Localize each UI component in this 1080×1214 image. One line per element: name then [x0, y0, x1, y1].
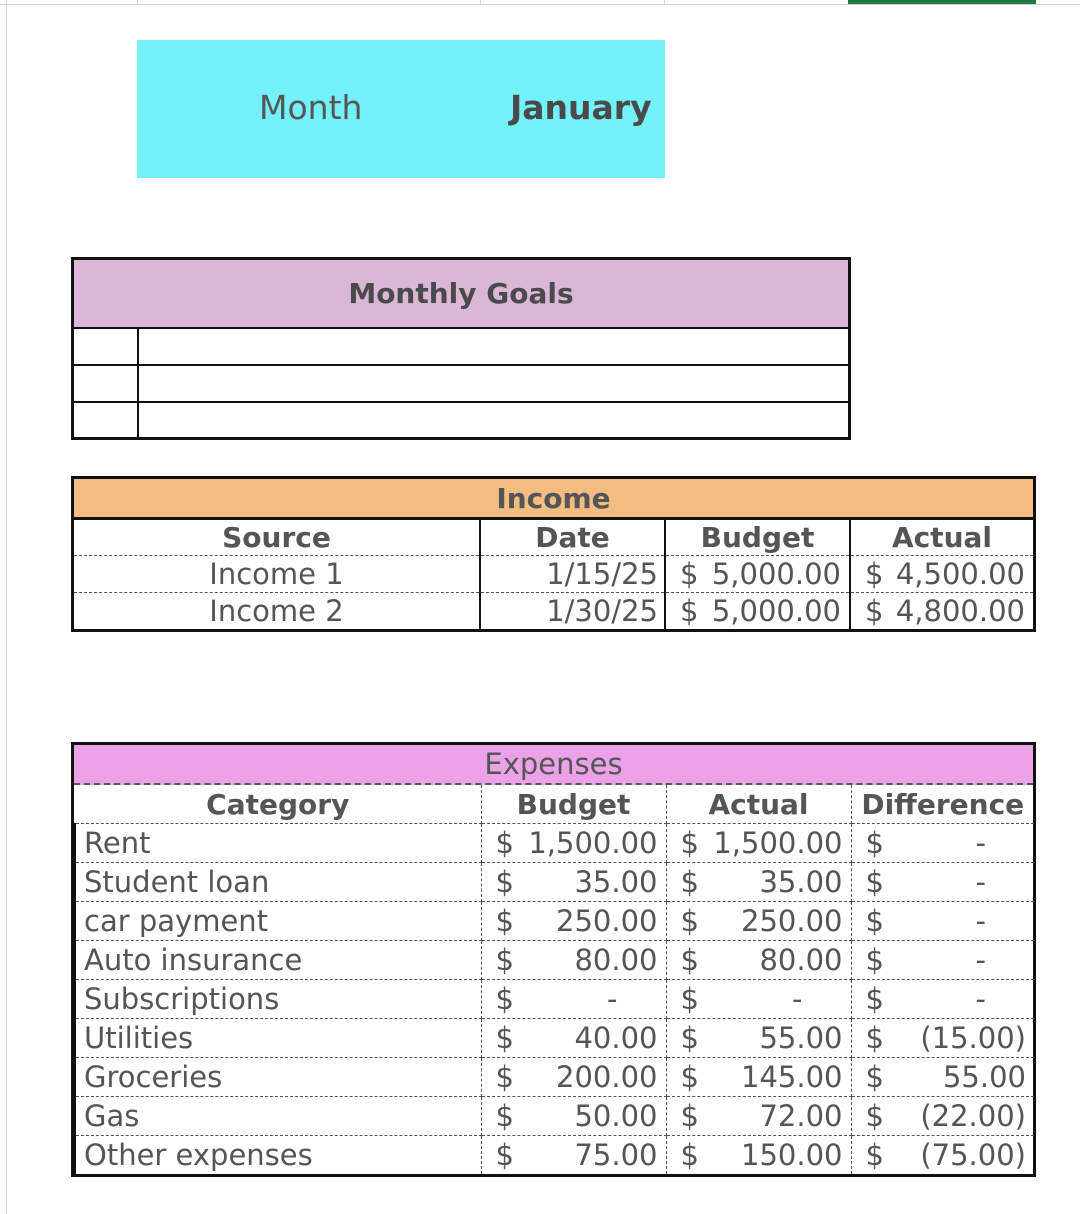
- table-row: [75, 1058, 1034, 1097]
- currency-symbol: $: [680, 826, 699, 860]
- amount: 250.00: [556, 904, 658, 938]
- month-label: Month: [259, 88, 363, 127]
- income-budget-cell[interactable]: [665, 556, 850, 593]
- table-row: [75, 941, 1034, 980]
- expense-actual-cell[interactable]: [666, 1019, 851, 1058]
- expense-actual-cell[interactable]: [666, 941, 851, 980]
- expense-difference-cell[interactable]: [851, 902, 1034, 941]
- expense-actual-cell[interactable]: [666, 980, 851, 1019]
- expenses-col-category: Category: [75, 785, 481, 824]
- amount: -: [975, 865, 986, 899]
- expense-category-cell[interactable]: Subscriptions: [75, 980, 481, 1019]
- amount: 250.00: [741, 904, 843, 938]
- goal-row[interactable]: [74, 366, 848, 403]
- currency-symbol: $: [680, 982, 699, 1016]
- currency-symbol: $: [865, 826, 884, 860]
- expenses-col-budget: Budget: [481, 785, 666, 824]
- amount: 55.00: [759, 1021, 843, 1055]
- amount: -: [792, 982, 803, 1016]
- expense-difference-cell[interactable]: [851, 1019, 1034, 1058]
- amount: -: [975, 982, 986, 1016]
- amount: 5,000.00: [711, 594, 841, 628]
- monthly-goals-table: [71, 257, 851, 440]
- goal-row[interactable]: [74, 329, 848, 366]
- income-actual-cell[interactable]: [850, 556, 1033, 593]
- income-actual-cell[interactable]: [850, 593, 1033, 630]
- expense-budget-cell[interactable]: [481, 1097, 666, 1136]
- expense-difference-cell[interactable]: [851, 941, 1034, 980]
- currency-symbol: $: [680, 1099, 699, 1133]
- expenses-title: Expenses: [74, 745, 1033, 785]
- monthly-goals-title: Monthly Goals: [74, 260, 848, 329]
- amount: 75.00: [574, 1138, 658, 1172]
- amount: 35.00: [759, 865, 843, 899]
- table-row: [75, 863, 1034, 902]
- expense-budget-cell[interactable]: [481, 1136, 666, 1175]
- income-source-cell[interactable]: Income 2: [74, 593, 480, 630]
- currency-symbol: $: [495, 1021, 514, 1055]
- expense-difference-cell[interactable]: [851, 980, 1034, 1019]
- currency-symbol: $: [865, 943, 884, 977]
- expenses-header-row: [75, 785, 1034, 824]
- expense-actual-cell[interactable]: [666, 902, 851, 941]
- amount: -: [607, 982, 618, 1016]
- income-title: Income: [74, 479, 1033, 520]
- expense-budget-cell[interactable]: [481, 941, 666, 980]
- currency-symbol: $: [495, 826, 514, 860]
- expense-category-cell[interactable]: Groceries: [75, 1058, 481, 1097]
- amount: 80.00: [574, 943, 658, 977]
- income-budget-cell[interactable]: [665, 593, 850, 630]
- amount: -: [975, 904, 986, 938]
- currency-symbol: $: [680, 594, 699, 628]
- currency-symbol: $: [865, 557, 884, 591]
- table-row: [75, 902, 1034, 941]
- income-table: [71, 476, 1036, 632]
- goal-number-cell[interactable]: [74, 403, 139, 438]
- amount: 35.00: [574, 865, 658, 899]
- income-date-cell[interactable]: 1/15/25: [480, 556, 665, 593]
- goal-number-cell[interactable]: [74, 329, 139, 364]
- expense-budget-cell[interactable]: [481, 902, 666, 941]
- amount: 5,000.00: [711, 557, 841, 591]
- amount: 4,500.00: [895, 557, 1025, 591]
- currency-symbol: $: [680, 1060, 699, 1094]
- expense-actual-cell[interactable]: [666, 824, 851, 863]
- income-date-cell[interactable]: 1/30/25: [480, 593, 665, 630]
- currency-symbol: $: [495, 1060, 514, 1094]
- expenses-col-actual: Actual: [666, 785, 851, 824]
- amount: 150.00: [741, 1138, 843, 1172]
- currency-symbol: $: [865, 1138, 884, 1172]
- currency-symbol: $: [495, 943, 514, 977]
- column-divider: [480, 0, 481, 4]
- currency-symbol: $: [495, 865, 514, 899]
- income-col-date: Date: [480, 520, 665, 556]
- expenses-col-difference: Difference: [851, 785, 1034, 824]
- table-row: [75, 980, 1034, 1019]
- goal-number-cell[interactable]: [74, 366, 139, 401]
- expense-budget-cell[interactable]: [481, 980, 666, 1019]
- expense-category-cell[interactable]: car payment: [75, 902, 481, 941]
- amount: (15.00): [920, 1021, 1026, 1055]
- expense-actual-cell[interactable]: [666, 1058, 851, 1097]
- amount: 55.00: [942, 1060, 1026, 1094]
- expense-difference-cell[interactable]: [851, 1097, 1034, 1136]
- amount: -: [975, 943, 986, 977]
- amount: (75.00): [920, 1138, 1026, 1172]
- currency-symbol: $: [865, 594, 884, 628]
- expense-budget-cell[interactable]: [481, 863, 666, 902]
- expense-category-cell[interactable]: Utilities: [75, 1019, 481, 1058]
- expense-category-cell[interactable]: Student loan: [75, 863, 481, 902]
- currency-symbol: $: [680, 904, 699, 938]
- currency-symbol: $: [680, 865, 699, 899]
- amount: -: [975, 826, 986, 860]
- expense-category-cell[interactable]: Rent: [75, 824, 481, 863]
- amount: 200.00: [556, 1060, 658, 1094]
- income-col-budget: Budget: [665, 520, 850, 556]
- currency-symbol: $: [495, 1099, 514, 1133]
- amount: 40.00: [574, 1021, 658, 1055]
- currency-symbol: $: [680, 557, 699, 591]
- column-divider: [664, 0, 665, 4]
- expense-category-cell[interactable]: Other expenses: [75, 1136, 481, 1175]
- table-row: [75, 1136, 1034, 1175]
- income-source-cell[interactable]: Income 1: [74, 556, 480, 593]
- income-col-source: Source: [74, 520, 480, 556]
- table-row: [75, 1097, 1034, 1136]
- currency-symbol: $: [865, 904, 884, 938]
- month-box: [137, 40, 665, 178]
- expenses-table: [71, 742, 1036, 1177]
- currency-symbol: $: [680, 1021, 699, 1055]
- expense-difference-cell[interactable]: [851, 863, 1034, 902]
- expense-budget-cell[interactable]: [481, 824, 666, 863]
- currency-symbol: $: [865, 1060, 884, 1094]
- expense-difference-cell[interactable]: [851, 1058, 1034, 1097]
- expense-actual-cell[interactable]: [666, 1136, 851, 1175]
- currency-symbol: $: [680, 943, 699, 977]
- currency-symbol: $: [495, 904, 514, 938]
- goal-row[interactable]: [74, 403, 848, 438]
- currency-symbol: $: [865, 1021, 884, 1055]
- amount: 1,500.00: [713, 826, 843, 860]
- expense-category-cell[interactable]: Gas: [75, 1097, 481, 1136]
- table-row: [74, 593, 1033, 630]
- currency-symbol: $: [865, 865, 884, 899]
- currency-symbol: $: [865, 1099, 884, 1133]
- column-divider: [137, 0, 138, 4]
- amount: 145.00: [741, 1060, 843, 1094]
- amount: 80.00: [759, 943, 843, 977]
- expense-difference-cell[interactable]: [851, 824, 1034, 863]
- currency-symbol: $: [495, 982, 514, 1016]
- table-row: [74, 556, 1033, 593]
- table-row: [75, 824, 1034, 863]
- expense-actual-cell[interactable]: [666, 863, 851, 902]
- income-header-row: [74, 520, 1033, 556]
- month-value[interactable]: January: [510, 88, 652, 127]
- sheet-row-header-strip: [0, 0, 7, 1214]
- amount: (22.00): [920, 1099, 1026, 1133]
- currency-symbol: $: [680, 1138, 699, 1172]
- amount: 50.00: [574, 1099, 658, 1133]
- expense-budget-cell[interactable]: [481, 1058, 666, 1097]
- expense-actual-cell[interactable]: [666, 1097, 851, 1136]
- expense-difference-cell[interactable]: [851, 1136, 1034, 1175]
- amount: 1,500.00: [528, 826, 658, 860]
- expense-budget-cell[interactable]: [481, 1019, 666, 1058]
- amount: 72.00: [759, 1099, 843, 1133]
- table-row: [75, 1019, 1034, 1058]
- amount: 4,800.00: [895, 594, 1025, 628]
- income-col-actual: Actual: [850, 520, 1033, 556]
- selected-column-indicator: [848, 0, 1036, 4]
- currency-symbol: $: [865, 982, 884, 1016]
- currency-symbol: $: [495, 1138, 514, 1172]
- expense-category-cell[interactable]: Auto insurance: [75, 941, 481, 980]
